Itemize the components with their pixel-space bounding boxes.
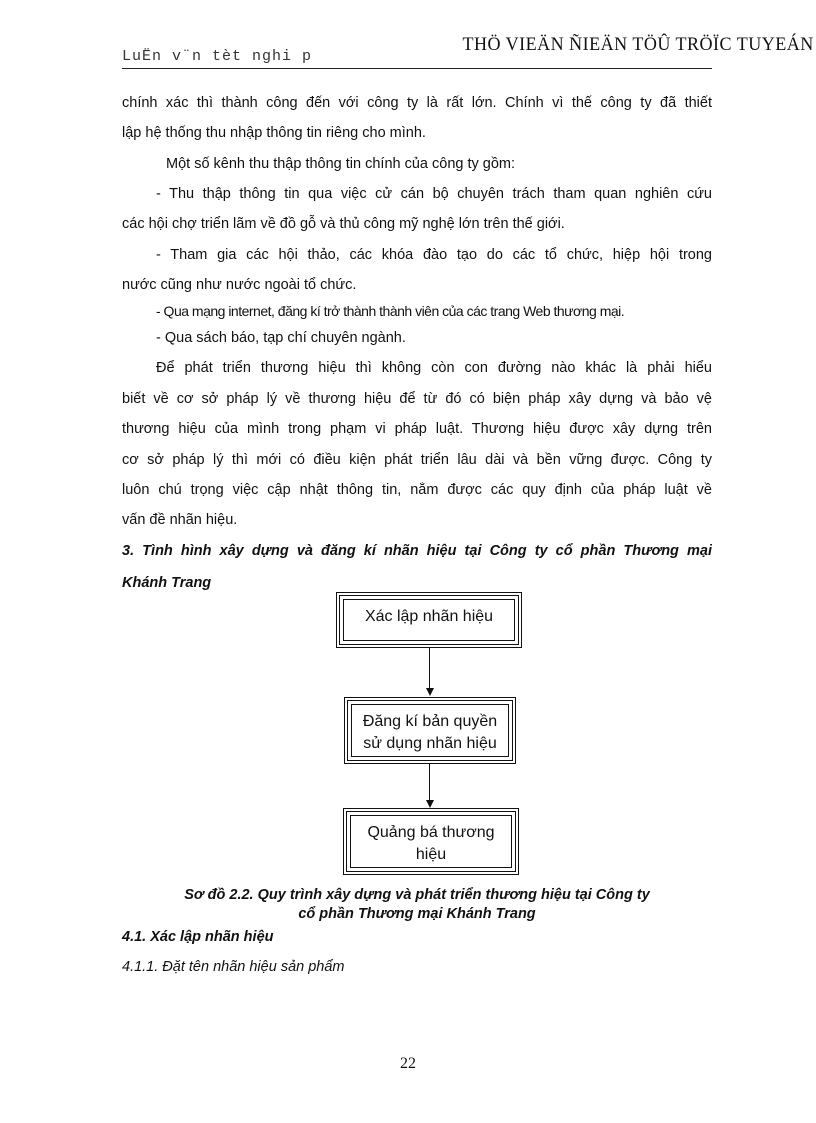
flowchart-box-register-copyright <box>344 697 516 764</box>
caption-line: Sơ đồ 2.2. Quy trình xây dựng và phát triển thương hiệu tại Công ty <box>184 887 650 903</box>
bullet-line: - Thu thập thông tin qua việc cử cán bộ chuyên trách tham quan nghiên cứu <box>156 186 712 202</box>
header-left-title: LuËn v¨n tèt nghi p <box>122 48 313 65</box>
header-right-title: THÖ VIEÄN ÑIEÄN TÖÛ TRÖÏC TUYEÁN <box>462 34 814 55</box>
bullet-line: - Tham gia các hội thảo, các khóa đào tạo do các tổ chức, hiệp hội trong <box>156 247 712 263</box>
flowchart-box-label: sử dụng nhãn hiệu <box>363 735 497 752</box>
paragraph-line: vấn đề nhãn hiệu. <box>122 512 238 528</box>
page-number: 22 <box>400 1055 416 1072</box>
section-heading: Khánh Trang <box>122 575 212 591</box>
bullet-line: nước cũng như nước ngoài tổ chức. <box>122 277 357 293</box>
flowchart-arrow <box>429 764 430 802</box>
flowchart-box-promote-brand <box>343 808 519 875</box>
flowchart-box-label: Xác lập nhãn hiệu <box>364 608 494 625</box>
flowchart-box-label: hiệu <box>415 846 447 863</box>
flowchart-box-label: Đăng kí bản quyền <box>362 713 498 730</box>
subsection-heading: 4.1. Xác lập nhãn hiệu <box>122 929 274 945</box>
caption-line: cổ phần Thương mại Khánh Trang <box>298 906 536 922</box>
paragraph-line: lập hệ thống thu nhập thông tin riêng cho mình. <box>122 125 426 141</box>
bullet-line: - Qua sách báo, tạp chí chuyên ngành. <box>156 330 406 346</box>
paragraph-line: cơ sở pháp lý thì mới có điều kiện phát triển lâu dài và bền vững được. Công ty <box>122 452 712 468</box>
flowchart-box-label: Quảng bá thương <box>367 824 495 841</box>
paragraph-line: chính xác thì thành công đến với công ty là rất lớn. Chính vì thế công ty đã thiết <box>122 95 712 111</box>
paragraph-line: thương hiệu của mình trong phạm vi pháp luật. Thương hiệu được xây dựng trên <box>122 421 712 437</box>
bullet-line: - Qua mạng internet, đăng kí trở thành thành viên của các trang Web thương mại. <box>156 303 625 319</box>
flowchart-arrow <box>429 648 430 690</box>
paragraph-line: Một số kênh thu thập thông tin chính của công ty gồm: <box>166 156 516 172</box>
paragraph-line: biết về cơ sở pháp lý về thương hiệu để từ đó có biện pháp xây dựng và bảo vệ <box>122 391 712 407</box>
header-rule <box>122 68 712 69</box>
flowchart-arrow-head <box>426 688 434 696</box>
subsubsection-heading: 4.1.1. Đặt tên nhãn hiệu sản phẩm <box>122 959 345 975</box>
bullet-line: các hội chợ triển lãm về đồ gỗ và thủ công mỹ nghệ lớn trên thế giới. <box>122 216 565 232</box>
section-heading: 3. Tình hình xây dựng và đăng kí nhãn hiệu tại Công ty cổ phần Thương mại <box>122 543 712 559</box>
paragraph-line: luôn chú trọng việc cập nhật thông tin, nắm được các quy định của pháp luật về <box>122 482 712 498</box>
paragraph-line: Để phát triển thương hiệu thì không còn con đường nào khác là phải hiểu <box>156 360 712 376</box>
flowchart-arrow-head <box>426 800 434 808</box>
flowchart-box-establish-brand <box>336 592 522 648</box>
diagram-caption <box>122 886 712 924</box>
